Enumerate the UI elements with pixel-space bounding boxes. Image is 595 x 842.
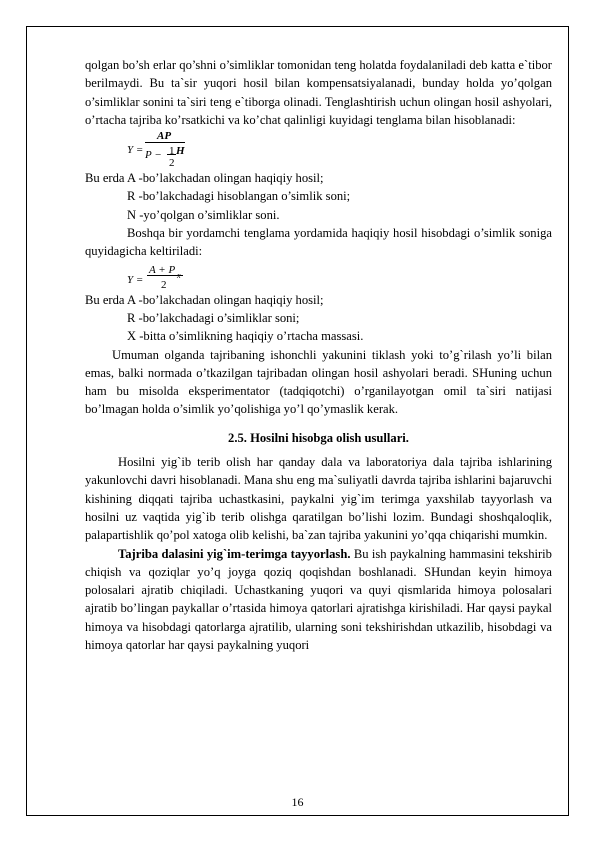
document-body [85, 56, 552, 654]
formula2-numerator: A + P [149, 263, 176, 276]
formula2-denominator: 2 [161, 278, 167, 291]
paragraph-tajriba-rest: Bu ish paykalning hammasini tekshirib chiqish va qoziqlar yo’q joyga qoziq qoqishdan boshlanadi. SHundan keyin himoya polosalari ajratib chiqiladi. Uchastkaning yuqori va quyi qismlarida himoya polosalari ajratib bo’lingan paykallar o’rtasida himoya qatorlari ajratishga kirishiladi. Har qaysi paykal himoya va hisobdagi qatorlarga ajratilib, ularning soni tekshirishdan utkazilib, hisobdagi va himoya qatorlar har qaysi paykalning yuqori [85, 546, 552, 653]
formula1-denominator-left: P − [145, 149, 162, 162]
formula2-subscript: x [177, 270, 181, 280]
paragraph-hosilni: Hosilni yig`ib terib olish har qanday dala va laboratoriya dala tajriba ishlarining yakunlovchi davri hisoblanadi. Mana shu eng ma`suliyatli davrda tajriba ishlarini bajaruvchi kishining diqqati tajriba uchastkasini, paykalni yig`im terimga yaxshilab tayyorlash va hosilni uz vaqtida yig`ib terib olishga qaratilgan bo’lishi lozim. Bundagi shoshqaloqlik, palapartishlik qo’pol xatoga olib kelishi, ba`zan tajriba yakunini yo’qqa chiqarishi mumkin. [85, 455, 552, 543]
definitions2-item-x: X -bitta o’simlikning haqiqiy o’rtacha massasi. [127, 329, 364, 344]
definitions1-item-r: R -bo’lakchadagi hisoblangan o’simlik soni; [127, 189, 351, 204]
formula1-numerator: AP [157, 130, 172, 143]
formula1-inner-after: H [176, 145, 185, 158]
paragraph-tajriba [85, 545, 552, 655]
formula1-inner-denominator: 2 [169, 157, 175, 170]
formula1-lhs: Y = [127, 144, 144, 157]
definitions2-lead: Bu erda A -bo’lakchadan olingan haqiqiy hosil; [85, 292, 324, 307]
definitions1-item-n: N -yo’qolgan o’simliklar soni. [127, 207, 280, 222]
definitions1-lead: Bu erda A -bo’lakchadan olingan haqiqiy hosil; [85, 171, 324, 186]
page-number: 16 [291, 795, 304, 809]
paragraph-intro: qolgan bo’sh erlar qo’shni o’simliklar tomonidan teng holatda foydalaniladi deb katta e`tibor berilmaydi. Bu ta`sir yuqori hosil bilan kompensatsiyalanadi, bunday holda yo’qolgan o’simliklar sonini ta`siri teng e`tiborga olinadi. Tenglashtirish uchun olingan hosil ashyolari, o’rtacha tajriba ko’rsatkichi va ko’chat qalinligi kuyidagi tenglama bilan hisoblanadi: [85, 58, 552, 127]
formula-average-yield [127, 261, 552, 291]
formula-yield-correction [127, 129, 552, 169]
paragraph-tajriba-bold: Tajriba dalasini yig`im-terimga tayyorlash. [118, 546, 351, 561]
definitions2-item-r: R -bo’lakchadagi o’simliklar soni; [127, 310, 300, 325]
formula2-lhs: Y = [127, 273, 144, 286]
section-heading: 2.5. Hosilni hisobga olish usullari. [228, 430, 409, 445]
paragraph-umuman: Umuman olganda tajribaning ishonchli yakunini tiklash yoki to’g`rilash yo’li bilan emas, balki normada o’tkazilgan tajribadan olingan hosil ashyolari beradi. SHuning uchun ham bu misolda eksperimentator (tadqiqotchi) o’rganilayotgan omil ta`siri natijasi bo’lmagan holda o’simlik yo’qolishiga yo’l qo’ymaslik kerak. [85, 347, 552, 417]
formula1-inner-numerator: 1 [169, 145, 175, 158]
paragraph-boshqa: Boshqa bir yordamchi tenglama yordamida haqiqiy hosil hisobdagi o’simlik soniga quyidagicha keltiriladi: [85, 226, 552, 259]
